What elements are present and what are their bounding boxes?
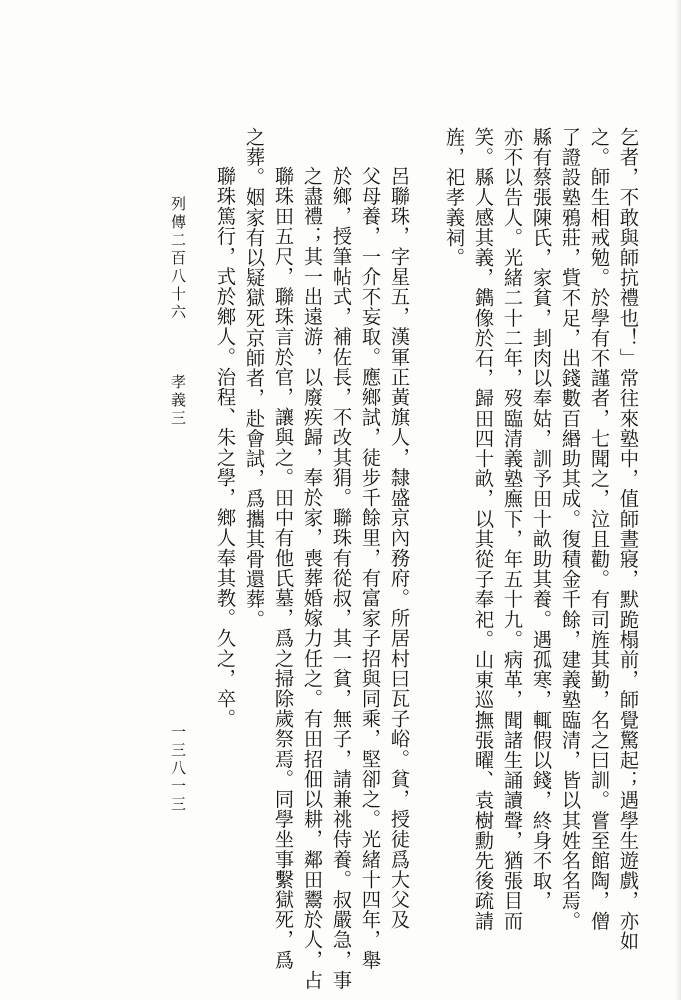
text-column: 了證設塾鴉莊，貲不足，出錢數百緡助其成。復積金千餘，建義塾臨清，皆以其姓名名焉。 xyxy=(559,127,582,931)
text-column: 之葬。姻家有以疑獄死京師者，赴會試，爲攜其骨還葬。 xyxy=(243,127,266,630)
text-column: 聯珠田五尺，聯珠言於官，讓與之。田中有他氏墓，爲之掃除歲祭焉。同學坐事繫獄死，爲 xyxy=(272,166,295,970)
text-column: 之盡禮；其一出遠游，以廢疾歸，奉於家，喪葬婚嫁力任之。有田招佃以耕，鄰田鬻於人，占 xyxy=(301,166,324,991)
page-number: 一三八一三 xyxy=(169,724,187,814)
text-column: 旌，祀孝義祠。 xyxy=(443,127,466,268)
text-column: 聯珠篤行，式於鄉人。治程、朱之學，鄉人奉其教。久之，卒。 xyxy=(214,166,237,729)
text-column: 笑。縣人感其義，鐫像於石，歸田四十畝，以其從子奉祀。山東巡撫張曜、袁樹勳先後疏請 xyxy=(472,127,495,931)
text-column: 乞者，不敢與師抗禮也！」常往來塾中，值師晝寢，默跪榻前，師覺驚起；遇學生遊戲，亦如 xyxy=(617,127,640,952)
text-column: 於鄉，授筆帖式，補佐長，不改其狷。聯珠有從叔，其一貧，無子，請兼祧侍養。叔嚴急，事 xyxy=(330,166,353,991)
volume-label: 列傳二百八十六 xyxy=(169,196,187,322)
scan-edge xyxy=(675,0,681,1000)
text-column: 亦不以告人。光緒二十二年，歿臨清義塾廡下，年五十九。病革，聞諸生誦讀聲，猶張目而 xyxy=(501,127,524,931)
text-column: 縣有蔡張陳氏，家貧，刲肉以奉姑，訓予田十畝助其養。遇孤寒，輒假以錢，終身不取， xyxy=(530,127,553,911)
text-column: 呂聯珠，字星五，漢軍正黃旗人，隸盛京內務府。所居村曰瓦子峪。貧，授徒爲大父及 xyxy=(388,166,411,930)
text-column: 之。師生相戒勉。於學有不謹者，七聞之，泣且勸。有司旌其勤，名之曰訓。嘗至館陶，僧 xyxy=(588,127,611,931)
text-column: 父母養，一介不妄取。應鄉試，徒步千餘里，有富家子招與同乘，堅卻之。光緒十四年，舉 xyxy=(359,166,382,970)
section-header: 孝義三 xyxy=(169,374,187,428)
